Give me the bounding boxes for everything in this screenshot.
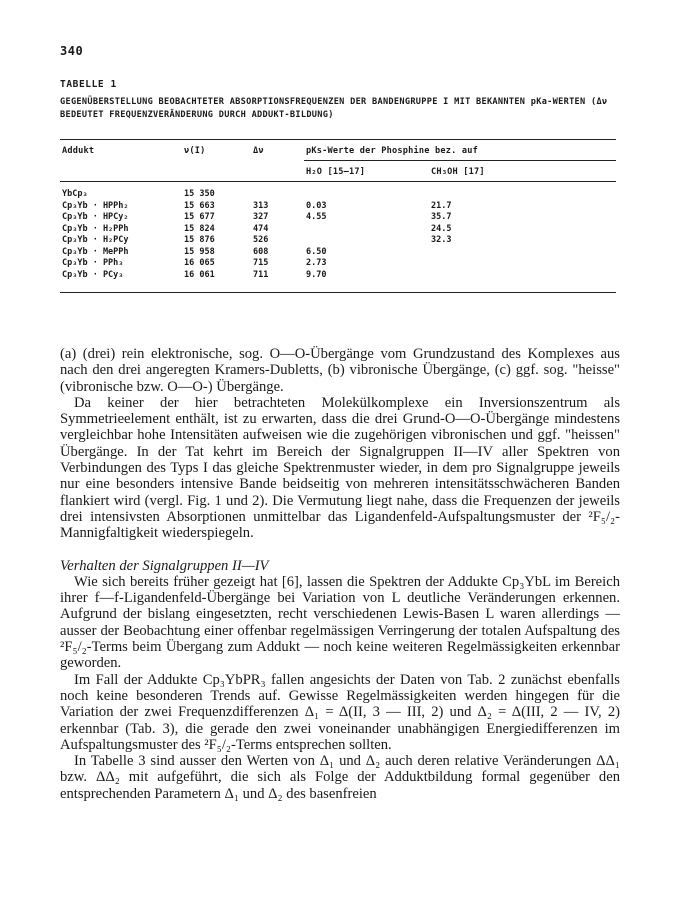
table-cell-nu: 15 350 [184,189,215,199]
table-cell-ch3oh: 21.7 [431,200,452,211]
page-number: 340 [60,44,84,58]
section-heading: Verhalten der Signalgruppen II—IV [60,557,269,574]
table-cell-dnu: 526 [253,235,269,245]
table-top-rule [60,139,616,140]
table-cell-nu: 15 958 [184,246,215,257]
table-row [60,189,616,200]
table-cell-dnu: 474 [253,223,269,234]
table-header-rule [60,181,616,182]
table-cell-h2o: 0.03 [306,200,327,211]
table-row [60,270,616,281]
table-cell-addukt: Cp₃Yb · H₂PPh [62,223,129,234]
table-cell-h2o: 9.70 [306,269,327,280]
header-delta-nu: Δν [253,146,264,156]
header-ch3oh: CH₃OH [17] [431,167,485,177]
table-cell-nu: 16 065 [184,258,215,268]
paragraph: Da keiner der hier betrachteten Molekülkomplexe ein Inversionszentrum als Symmetrieelement enthält, ist zu erwarten, dass die drei Grund-O—O-Übergänge mindestens vergleichbar hohe Intensitäten aufweisen wie die zugehörigen vibronischen und ggf. "heissen" Übergänge. In der Tat kehrt im Bereich der Signalgruppen II—IV aller Spektren von Verbindungen des Typs I das gleiche Spektrenmuster wieder, in dem pro Signalgruppe jeweils nur eine besonders intensive Bande beidseitig von mehreren intensitätsschwächeren Banden flankiert wird (vergl. Fig. 1 und 2). Die Vermutung liegt nahe, dass die Frequenzen der jeweils drei intensivsten Absorptionen unmittelbar das Ligandenfeld-Aufspaltungsmuster der ²F₅/₂-Mannigfaltigkeit wiederspiegeln. [60,394,620,542]
table-cell-nu: 15 824 [184,223,215,234]
paragraph: Im Fall der Addukte Cp₃YbPR₃ fallen angesichts der Daten von Tab. 2 zunächst ebenfalls noch keine besonderen Trends auf. Gewisse Regelmässigkeiten werden hingegen für die Variation der zwei Frequenzdifferenzen Δ₁ = Δ(II, 3 — III, 2) und Δ₂ = Δ(III, 2 — IV, 2) erkennbar (Tab. 3), die gerade den zwei voneinander unabhängigen Energiedifferenzen im Aufspaltungsmuster des ²F₅/₂-Terms entsprechen sollten. [60,671,620,753]
table-row [60,247,616,258]
table-cell-h2o: 6.50 [306,246,327,257]
header-nu: ν(I) [184,146,206,156]
paragraph: Wie sich bereits früher gezeigt hat [6], lassen die Spektren der Addukte Cp₃YbL im Bereich ihrer f—f-Ligandenfeld-Übergänge bei Variation von L deutliche Veränderungen erkennen. Aufgrund der bislang eingesetzten, recht verschiedenen Lewis-Basen L waren allerdings — ausser der Beobachtung einer offenbar regelmässigen Verringerung der totalen Aufspaltung des ²F₅/₂-Terms beim Übergang zum Addukt — noch keine weiteren Regelmässigkeiten erkennbar geworden. [60,573,620,672]
paragraph: (a) (drei) rein elektronische, sog. O—O-Übergänge vom Grundzustand des Komplexes aus nach den drei angeregten Kramers-Dubletts, (b) vibronische Übergänge, (c) ggf. sog. "heisse" (vibronische bzw. O—O-) Übergänge. [60,346,620,395]
header-addukt: Addukt [62,146,95,156]
table-cell-nu: 15 677 [184,212,215,222]
table-row [60,258,616,269]
table-label: TABELLE 1 [60,79,117,90]
table-cell-h2o: 2.73 [306,258,327,268]
table-cell-addukt: Cp₃Yb · H₂PCy [62,235,129,245]
table-cell-addukt: Cp₃Yb · HPPh₂ [62,200,129,211]
table-cell-addukt: Cp₃Yb · PCy₃ [62,269,124,280]
table-row [60,201,616,212]
body-text [60,346,620,802]
table-row [60,212,616,223]
table-cell-dnu: 711 [253,269,269,280]
table-caption: GEGENÜBERSTELLUNG BEOBACHTETER ABSORPTIONSFREQUENZEN DER BANDENGRUPPE I MIT BEKANNTEN pKa-WERTEN (Δν BEDEUTET FREQUENZVERÄNDERUNG DURCH ADDUKT-BILDUNG) [60,97,608,120]
table-cell-ch3oh: 24.5 [431,223,452,234]
table-subheader-rule [304,160,616,161]
table-cell-dnu: 313 [253,200,269,211]
table-cell-nu: 15 876 [184,235,215,245]
header-h2o: H₂O [15—17] [306,167,366,177]
table-cell-ch3oh: 35.7 [431,212,452,222]
table-cell-addukt: Cp₃Yb · HPCy₂ [62,212,129,222]
table-cell-h2o: 4.55 [306,212,327,222]
table-cell-addukt: Cp₃Yb · PPh₃ [62,258,124,268]
table-bottom-rule [60,292,616,293]
table-cell-addukt: YbCp₃ [62,189,88,199]
table-row [60,235,616,246]
table-row [60,224,616,235]
table-cell-addukt: Cp₃Yb · MePPh [62,246,129,257]
table-cell-nu: 15 663 [184,200,215,211]
paragraph: In Tabelle 3 sind ausser den Werten von Δ₁ und Δ₂ auch deren relative Veränderungen ΔΔ₁ bzw. ΔΔ₂ mit aufgeführt, die sich als Folge der Adduktbildung formal gegenüber den entsprechenden Parametern Δ₁ und Δ₂ des basenfreien [60,753,620,802]
table-cell-nu: 16 061 [184,269,215,280]
table-cell-dnu: 327 [253,212,269,222]
table-cell-dnu: 715 [253,258,269,268]
table-cell-ch3oh: 32.3 [431,235,452,245]
header-pks-group: pKs-Werte der Phosphine bez. auf [306,146,478,156]
table-cell-dnu: 608 [253,246,269,257]
